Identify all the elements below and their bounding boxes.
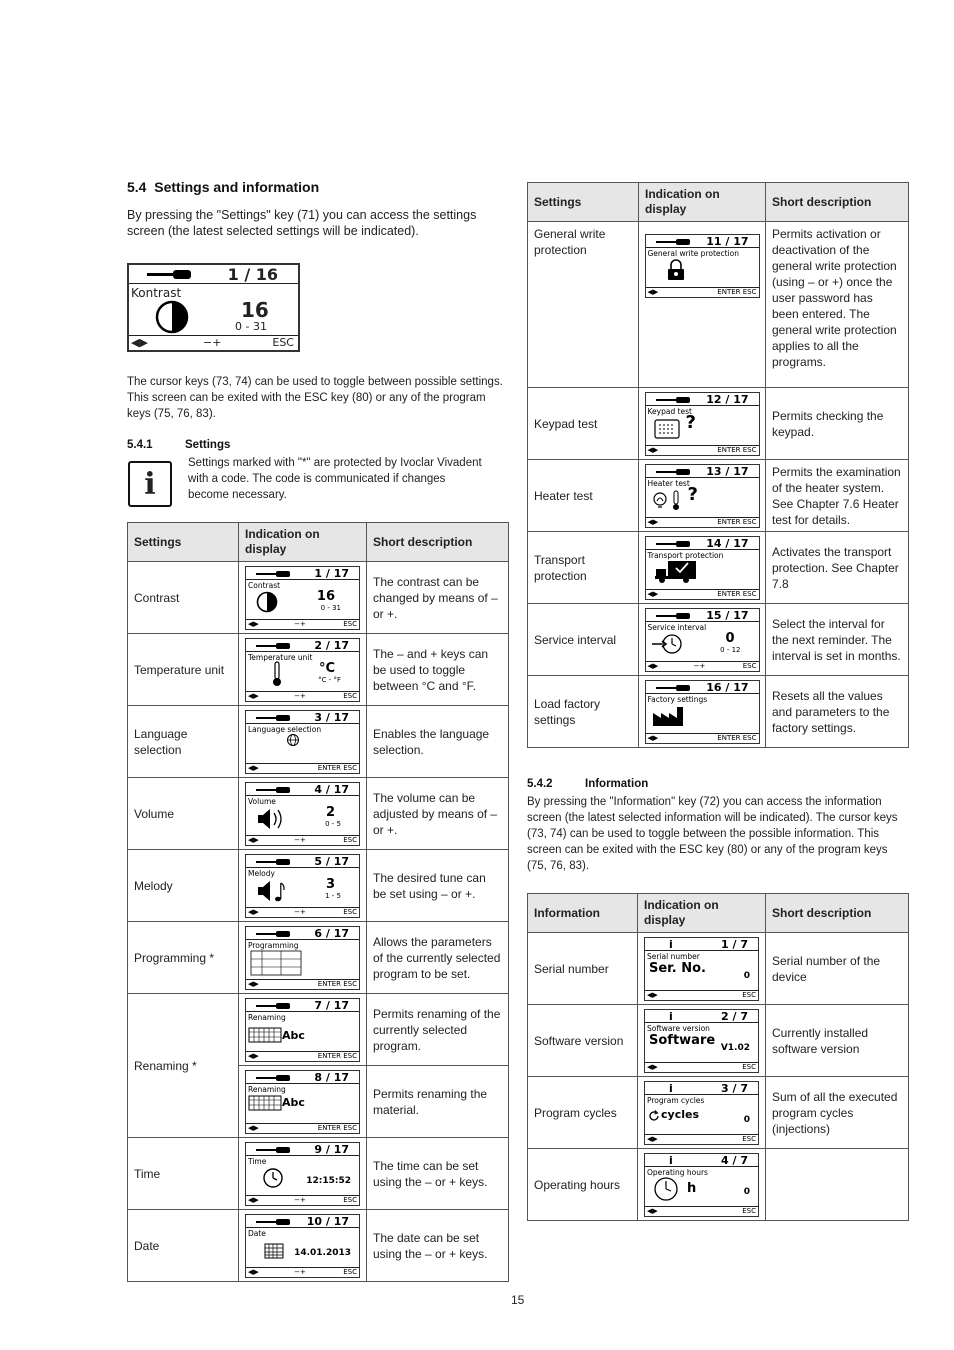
setting-name: Date [128,1210,239,1282]
lcd-display: 5 / 17 Melody 3 1 - 5 ◀▶ −+ ESC [245,854,360,918]
clock-icon [653,1176,679,1202]
lcd-display: i 3 / 7 Program cycles cycles 0 ◀▶ ESC [644,1081,759,1145]
speaker-note-icon [256,879,296,903]
lcd-display: i 2 / 7 Software version Software V1.02 ◀▶ ESC [644,1009,759,1073]
col-header-short: Short description [367,523,509,562]
key-icon [656,542,692,546]
lcd-display: 11 / 17 General write protection ◀▶ ENTER ESC [645,234,760,298]
info-icon: i [669,1153,673,1167]
minus-plus-label: −+ [203,336,222,349]
setting-name: Heater test [528,460,639,532]
subsection-info-heading [527,778,648,790]
setting-desc: The date can be set using the – or + keys. [367,1210,509,1282]
lcd-display: i 4 / 7 Operating hours h 0 ◀▶ ESC [644,1153,759,1217]
key-icon [256,860,292,864]
key-icon [256,932,292,936]
lcd-display: 10 / 17 Date 14.01.2013 ◀▶ −+ ESC [245,1214,360,1278]
setting-desc: Select the interval for the next reminder. The interval is set in months. [766,604,909,676]
info-name: Serial number [528,933,638,1005]
subsection-number: 5.4.2 [527,778,553,790]
table-row [528,460,909,532]
esc-label: ESC [272,336,294,349]
section-heading [127,179,319,195]
lcd-display: 16 / 17 Factory settings ◀▶ ENTER ESC [645,680,760,744]
lcd-display: 7 / 17 Renaming Abc ◀▶ ENTER ESC [245,998,360,1062]
info-desc: Sum of all the executed program cycles (injections) [766,1077,909,1149]
subsection-number: 5.4.1 [127,439,153,451]
lcd-display: 9 / 17 Time 12:15:52 ◀▶ −+ ESC [245,1142,360,1206]
table-row [128,850,509,922]
col-header-information: Information [528,894,638,933]
arrow-keys-icon: ◀▶ [131,336,148,349]
info-desc [766,1149,909,1221]
key-icon [256,788,292,792]
table-row [528,1077,909,1149]
key-icon [256,1076,292,1080]
section-intro: By pressing the "Settings" key (71) you can access the settings screen (the latest selected settings will be indicated). [127,208,477,238]
setting-desc: The contrast can be changed by means of – or +. [367,562,509,634]
setting-name: Programming * [128,922,239,994]
col-header-indication: Indication on display [638,894,766,933]
table-row [528,1149,909,1221]
speaker-icon [256,807,290,831]
display-counter: 1 / 16 [227,265,278,284]
page-number: 15 [511,1293,525,1307]
setting-desc: Permits renaming the material. [367,1066,509,1138]
table-row [528,222,909,388]
info-desc: Currently installed software version [766,1005,909,1077]
info-name: Software version [528,1005,638,1077]
col-header-short: Short description [766,894,909,933]
setting-desc: Permits renaming of the currently selected program. [367,994,509,1066]
setting-name: Temperature unit [128,634,239,706]
key-icon [656,398,692,402]
table-row [128,1138,509,1210]
key-icon [256,1148,292,1152]
table-row [128,778,509,850]
info-text: By pressing the "Information" key (72) you can access the information screen (the latest selected information will be indicated). The cursor keys (73, 74) can be used to toggle between the possible information. This screen can be exited with the ESC key (80) or any of the program keys (75, 76, 83). [527,796,898,872]
settings-display-large [127,263,300,352]
setting-name: Transport protection [528,532,639,604]
info-desc: Serial number of the device [766,933,909,1005]
setting-desc: Permits activation or deactivation of the general write protection (using – or +) once the user password has been entered. The general write protection applies to all the programs. [766,222,909,388]
setting-name: Renaming * [128,994,239,1138]
subsection-title: Information [585,778,649,790]
info-name: Program cycles [528,1077,638,1149]
table-header-row [528,894,909,933]
lcd-display: 15 / 17 Service interval 0 0 - 12 ◀▶ −+ ESC [645,608,760,672]
cursor-text: The cursor keys (73, 74) can be used to toggle between possible settings. This screen can be exited with the ESC key (80) or any of the program keys (75, 76, 83). [127,376,503,420]
table-row [128,706,509,778]
setting-desc: Permits the examination of the heater system. See Chapter 7.6 Heater test for details. [766,460,909,532]
setting-name: Volume [128,778,239,850]
clock-icon [262,1167,284,1189]
key-icon [256,716,292,720]
lcd-display: 6 / 17 Programming ◀▶ ENTER ESC [245,926,360,990]
keyboard-icon [248,1027,282,1043]
key-icon [256,572,292,576]
table-row [128,922,509,994]
table-header-row [528,183,909,222]
contrast-icon [155,300,189,334]
display-value: 16 [241,298,269,322]
setting-desc: Activates the transport protection. See Chapter 7.8 [766,532,909,604]
setting-name: Service interval [528,604,639,676]
setting-name: Time [128,1138,239,1210]
lcd-display: i 1 / 7 Serial number Ser. No. 0 ◀▶ ESC [644,937,759,1001]
setting-desc: The time can be set using the – or + keys. [367,1138,509,1210]
lcd-display: 8 / 17 Renaming Abc ◀▶ ENTER ESC [245,1070,360,1134]
key-icon [656,240,692,244]
setting-name: Load factory settings [528,676,639,748]
table-row [128,994,509,1066]
setting-desc: Enables the language selection. [367,706,509,778]
table-row [528,388,909,460]
keyboard-icon [248,1095,282,1111]
setting-desc: Resets all the values and parameters to the factory settings. [766,676,909,748]
col-header-short: Short description [766,183,909,222]
cycle-arrow-icon [648,1110,660,1122]
globe-icon [286,733,300,747]
settings-table-right [527,182,909,748]
table-row [128,1210,509,1282]
service-wrench-icon [650,632,686,656]
section-number: 5.4 [127,179,147,195]
setting-name: Melody [128,850,239,922]
setting-desc: Allows the parameters of the currently selected program to be set. [367,922,509,994]
col-header-settings: Settings [128,523,239,562]
info-icon: i [669,937,673,951]
col-header-indication: Indication on display [639,183,766,222]
info-icon: i [669,1081,673,1095]
lcd-display: 1 / 17 Contrast 16 0 - 31 ◀▶ −+ ESC [245,566,360,630]
key-icon [656,470,692,474]
table-row [528,933,909,1005]
info-name: Operating hours [528,1149,638,1221]
setting-name: Language selection [128,706,239,778]
key-icon [256,1220,292,1224]
subsection-settings-heading [127,439,230,451]
settings-note: Settings marked with "*" are protected by Ivoclar Vivadent with a code. The code is communicated if changes become necessary. [188,457,482,501]
program-grid-icon [250,950,302,976]
keypad-icon [654,419,680,439]
table-header-row [128,523,509,562]
lcd-display: 2 / 17 Temperature unit °C °C - °F ◀▶ −+ ESC [245,638,360,702]
settings-table-left [127,522,509,1282]
lcd-display: 13 / 17 Heater test ? ◀▶ ENTER ESC [645,464,760,528]
display-title: Kontrast [131,286,182,300]
setting-name: Keypad test [528,388,639,460]
section-title: Settings and information [154,179,320,195]
setting-name: General write protection [528,222,639,388]
contrast-icon [256,591,278,613]
calendar-icon [264,1243,284,1259]
setting-name: Contrast [128,562,239,634]
lcd-display: 12 / 17 Keypad test ? ◀▶ ENTER ESC [645,392,760,456]
information-table [527,893,909,1221]
table-row [528,1005,909,1077]
col-header-settings: Settings [528,183,639,222]
heater-icon [652,489,684,511]
table-row [528,532,909,604]
table-row [128,634,509,706]
lcd-display: 4 / 17 Volume 2 0 - 5 ◀▶ −+ ESC [245,782,360,846]
table-row [528,676,909,748]
table-row [128,562,509,634]
setting-desc: The – and + keys can be used to toggle between °C and °F. [367,634,509,706]
setting-desc: The volume can be adjusted by means of – or +. [367,778,509,850]
lock-icon [666,259,686,281]
lcd-display: 3 / 17 Language selection ◀▶ ENTER ESC [245,710,360,774]
info-icon: i [128,461,172,507]
key-icon [656,614,692,618]
key-icon [656,686,692,690]
info-icon: i [669,1009,673,1023]
col-header-indication: Indication on display [239,523,367,562]
table-row [528,604,909,676]
factory-icon [652,705,686,727]
subsection-title: Settings [185,439,231,451]
thermometer-icon [270,661,284,687]
setting-desc: The desired tune can be set using – or +. [367,850,509,922]
key-icon [256,1004,292,1008]
key-icon [256,644,292,648]
truck-icon [654,560,698,584]
display-range: 0 - 31 [235,320,267,333]
setting-desc: Permits checking the keypad. [766,388,909,460]
lcd-display: 14 / 17 Transport protection ◀▶ ENTER ESC [645,536,760,600]
